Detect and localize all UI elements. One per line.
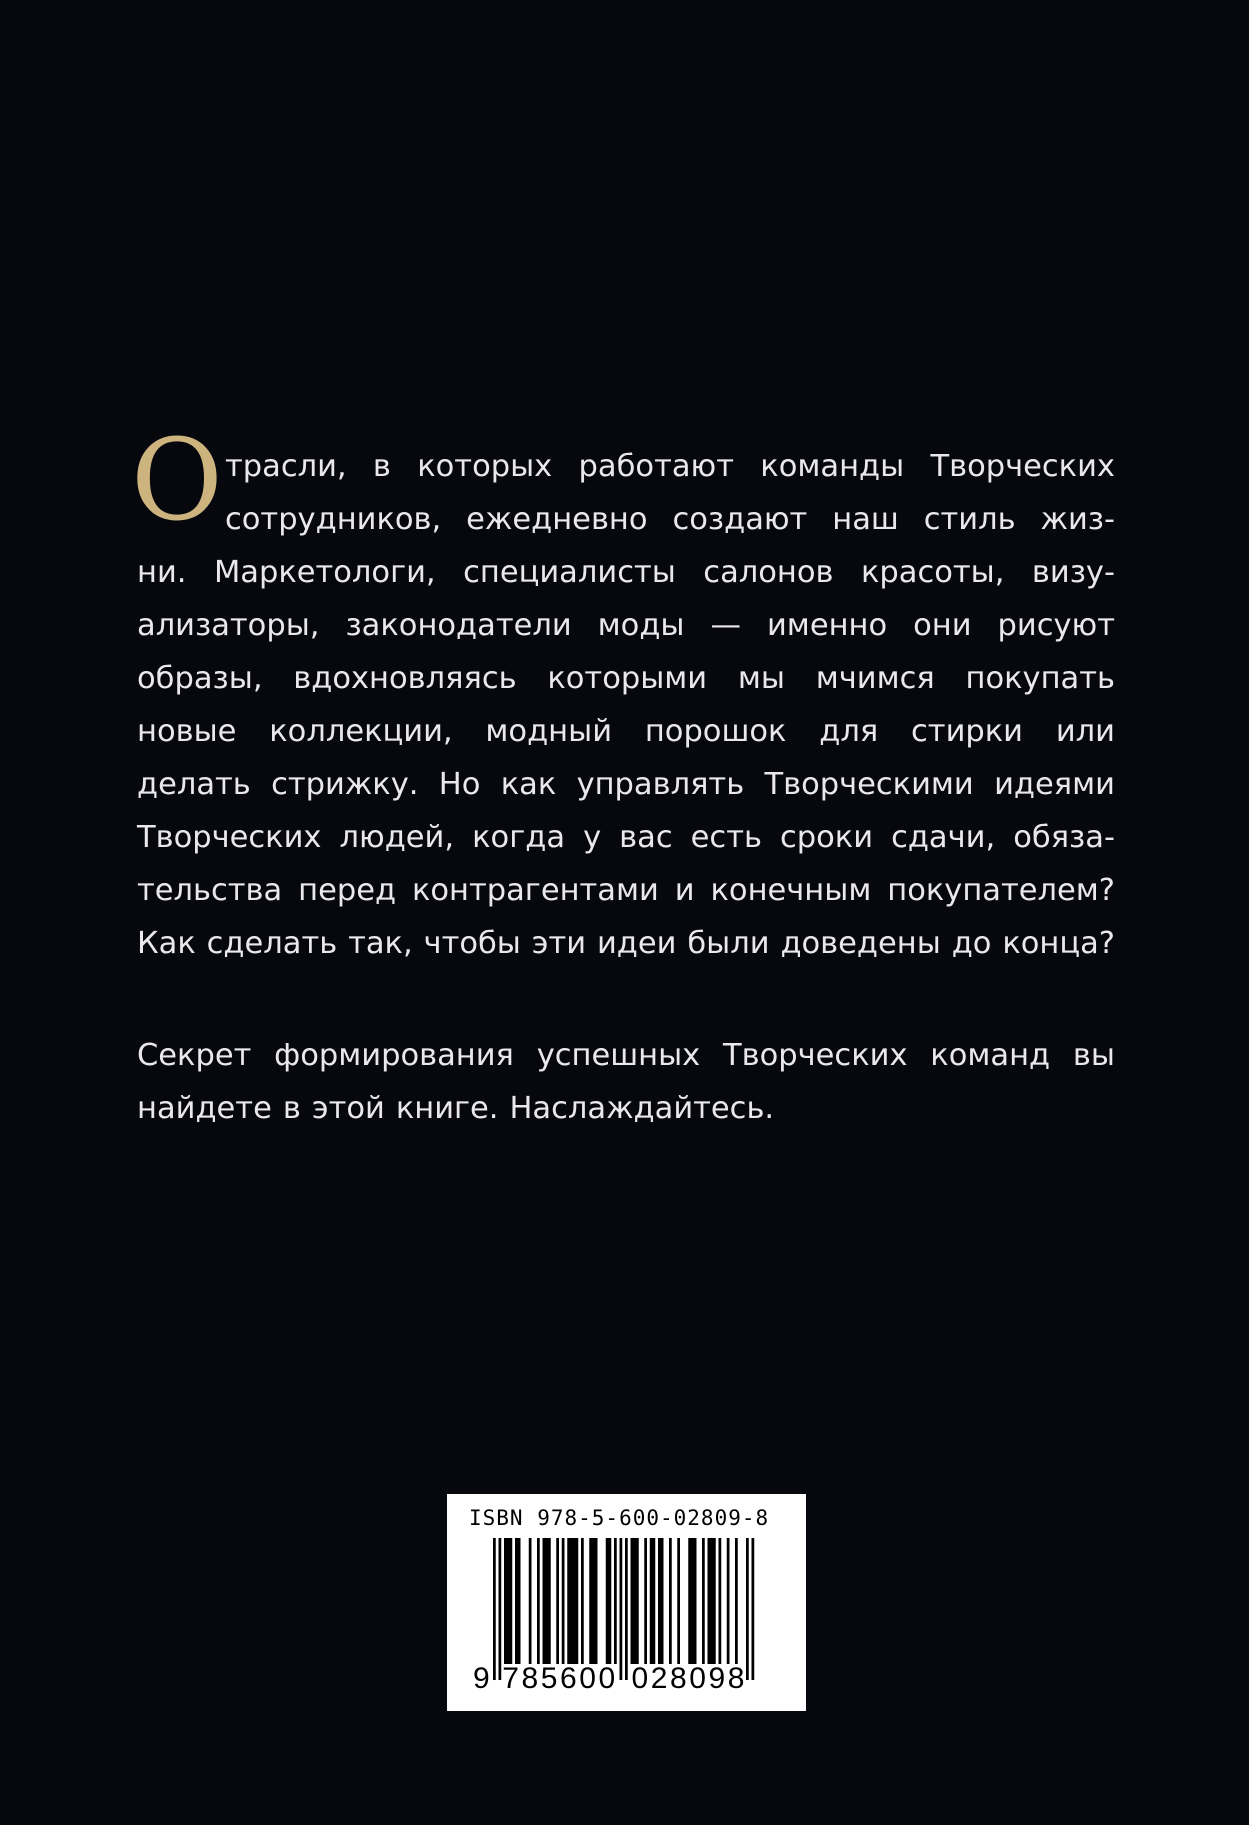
text-line <box>137 705 1115 758</box>
word: вас <box>619 820 673 855</box>
barcode-bar <box>620 1538 623 1680</box>
word: законодатели <box>345 608 572 643</box>
barcode-bar <box>556 1538 559 1664</box>
word: вдохновляясь <box>293 661 517 696</box>
ean-digit: 6 <box>560 1662 577 1695</box>
ean-digit: 9 <box>473 1662 490 1695</box>
ean-digit: 8 <box>670 1662 687 1695</box>
word: есть <box>690 820 762 855</box>
word: рисуют <box>997 608 1115 643</box>
text-line <box>137 599 1115 652</box>
word: ализаторы, <box>137 608 320 643</box>
back-cover-text <box>131 416 1115 1135</box>
barcode-bar <box>589 1538 597 1664</box>
barcode-bar <box>677 1538 680 1664</box>
word: специалисты <box>463 555 676 590</box>
ean-digit: 9 <box>708 1662 726 1695</box>
ean-digit: 0 <box>689 1662 706 1695</box>
word: сотрудников, <box>225 502 442 537</box>
ean-digit: 0 <box>598 1662 616 1695</box>
word: жиз- <box>1040 502 1115 537</box>
word: были <box>687 926 770 961</box>
word: людей, <box>339 820 455 855</box>
barcode-bar <box>644 1538 647 1664</box>
text-line <box>137 1082 1115 1135</box>
word: формирования <box>274 1038 514 1073</box>
word: идеями <box>994 767 1115 802</box>
word: ни. <box>137 555 187 590</box>
word: или <box>1055 714 1115 749</box>
barcode-bar <box>688 1538 696 1664</box>
word: успешных <box>536 1038 701 1073</box>
ean-digit: 8 <box>521 1662 539 1695</box>
ean-digit: 0 <box>631 1662 649 1695</box>
text-line <box>137 493 1115 546</box>
barcode-bar <box>543 1538 551 1664</box>
word: покупать <box>965 661 1115 696</box>
word: идеи <box>596 926 677 961</box>
word: перед <box>298 873 397 908</box>
word: коллекции, <box>269 714 453 749</box>
word: Маркетологи, <box>213 555 436 590</box>
word: когда <box>472 820 566 855</box>
word: чтобы <box>423 926 521 961</box>
word: визу- <box>1031 555 1115 590</box>
barcode-bar <box>606 1538 612 1664</box>
word: Секрет <box>137 1038 252 1073</box>
ean-digit: 8 <box>727 1662 745 1695</box>
barcode-bar <box>614 1538 617 1664</box>
word: стрижку. <box>271 767 419 802</box>
word: команд <box>930 1038 1051 1073</box>
barcode-bar <box>493 1538 496 1680</box>
word: в <box>372 449 391 484</box>
ean-digit: 7 <box>502 1662 519 1695</box>
word: эти <box>531 926 587 961</box>
word: они <box>913 608 972 643</box>
word: вы <box>1072 1038 1115 1073</box>
barcode-bar <box>669 1538 672 1664</box>
word: работают <box>578 449 734 484</box>
text-line <box>137 758 1115 811</box>
word: Наслаждайтесь. <box>509 1091 775 1126</box>
word: делать <box>137 767 251 802</box>
word: так, <box>348 926 413 961</box>
word: этой <box>311 1091 385 1126</box>
ean-digits <box>447 1662 806 1702</box>
word: найдете <box>137 1091 272 1126</box>
ean-digit: 0 <box>579 1662 596 1695</box>
word: в <box>282 1091 301 1126</box>
word: управлять <box>576 767 745 802</box>
barcode-bar <box>735 1538 738 1664</box>
barcode-bar <box>529 1538 532 1664</box>
word: ежедневно <box>466 502 648 537</box>
word: салонов <box>703 555 834 590</box>
word: красоты, <box>860 555 1005 590</box>
text-line <box>137 864 1115 917</box>
word: покупателем? <box>887 873 1115 908</box>
word: Творческих <box>723 1038 908 1073</box>
text-line <box>137 546 1115 599</box>
barcode-bar <box>658 1538 664 1664</box>
word: новые <box>137 714 237 749</box>
barcode-bar <box>567 1538 578 1664</box>
text-line <box>137 652 1115 705</box>
word: трасли, <box>225 449 347 484</box>
word: мчимся <box>815 661 935 696</box>
word: обяза- <box>1013 820 1115 855</box>
dropcap-letter: О <box>131 416 223 546</box>
text-line <box>137 1029 1115 1082</box>
word: которыми <box>547 661 708 696</box>
paragraph-1 <box>131 416 1115 970</box>
word: у <box>583 820 602 855</box>
ean-digit: 2 <box>650 1662 668 1695</box>
barcode-bar <box>562 1538 565 1664</box>
word: моды <box>597 608 685 643</box>
word: образы, <box>137 661 263 696</box>
word: стиль <box>923 502 1016 537</box>
word: создают <box>672 502 808 537</box>
word: как <box>500 767 557 802</box>
barcode-bar <box>581 1538 584 1664</box>
text-line <box>137 811 1115 864</box>
text-line <box>137 440 1115 493</box>
barcode-bar <box>537 1538 540 1664</box>
word: команды <box>760 449 905 484</box>
isbn-barcode <box>447 1494 806 1711</box>
barcode-bar <box>504 1538 512 1664</box>
word: доведены <box>780 926 941 961</box>
word: мы <box>737 661 785 696</box>
barcode-bar <box>746 1538 749 1680</box>
barcode-bar <box>708 1538 716 1664</box>
barcode-bar <box>702 1538 705 1664</box>
word: конечным <box>710 873 872 908</box>
word: до <box>951 926 992 961</box>
ean-digit: 5 <box>540 1662 558 1695</box>
word: сделать <box>206 926 338 961</box>
word: для <box>819 714 879 749</box>
word: именно <box>766 608 888 643</box>
word: Как <box>137 926 196 961</box>
word: контрагентами <box>411 873 659 908</box>
text-line <box>137 917 1115 970</box>
word: которых <box>417 449 553 484</box>
word: тельства <box>137 873 283 908</box>
word: — <box>710 608 741 643</box>
word: и <box>674 873 695 908</box>
word: порошок <box>644 714 787 749</box>
isbn-label: ISBN 978-5-600-02809-8 <box>469 1506 770 1530</box>
word: наш <box>832 502 899 537</box>
word: книге. <box>395 1091 499 1126</box>
barcode-bar <box>727 1538 730 1664</box>
word: модный <box>485 714 613 749</box>
paragraph-2 <box>137 1029 1115 1135</box>
barcode-bar <box>499 1538 502 1680</box>
word: стирки <box>911 714 1023 749</box>
barcode-bar <box>719 1538 722 1664</box>
word: сдачи, <box>891 820 996 855</box>
barcode-bar <box>515 1538 521 1664</box>
word: сроки <box>779 820 874 855</box>
word: Творческих <box>137 820 322 855</box>
word: Творческих <box>930 449 1115 484</box>
barcode-bar <box>650 1538 656 1664</box>
word: Но <box>438 767 481 802</box>
barcode-bar <box>752 1538 755 1680</box>
word: конца? <box>1002 926 1115 961</box>
barcode-bar <box>625 1538 628 1680</box>
word: Творческими <box>764 767 974 802</box>
barcode-bar <box>631 1538 639 1664</box>
